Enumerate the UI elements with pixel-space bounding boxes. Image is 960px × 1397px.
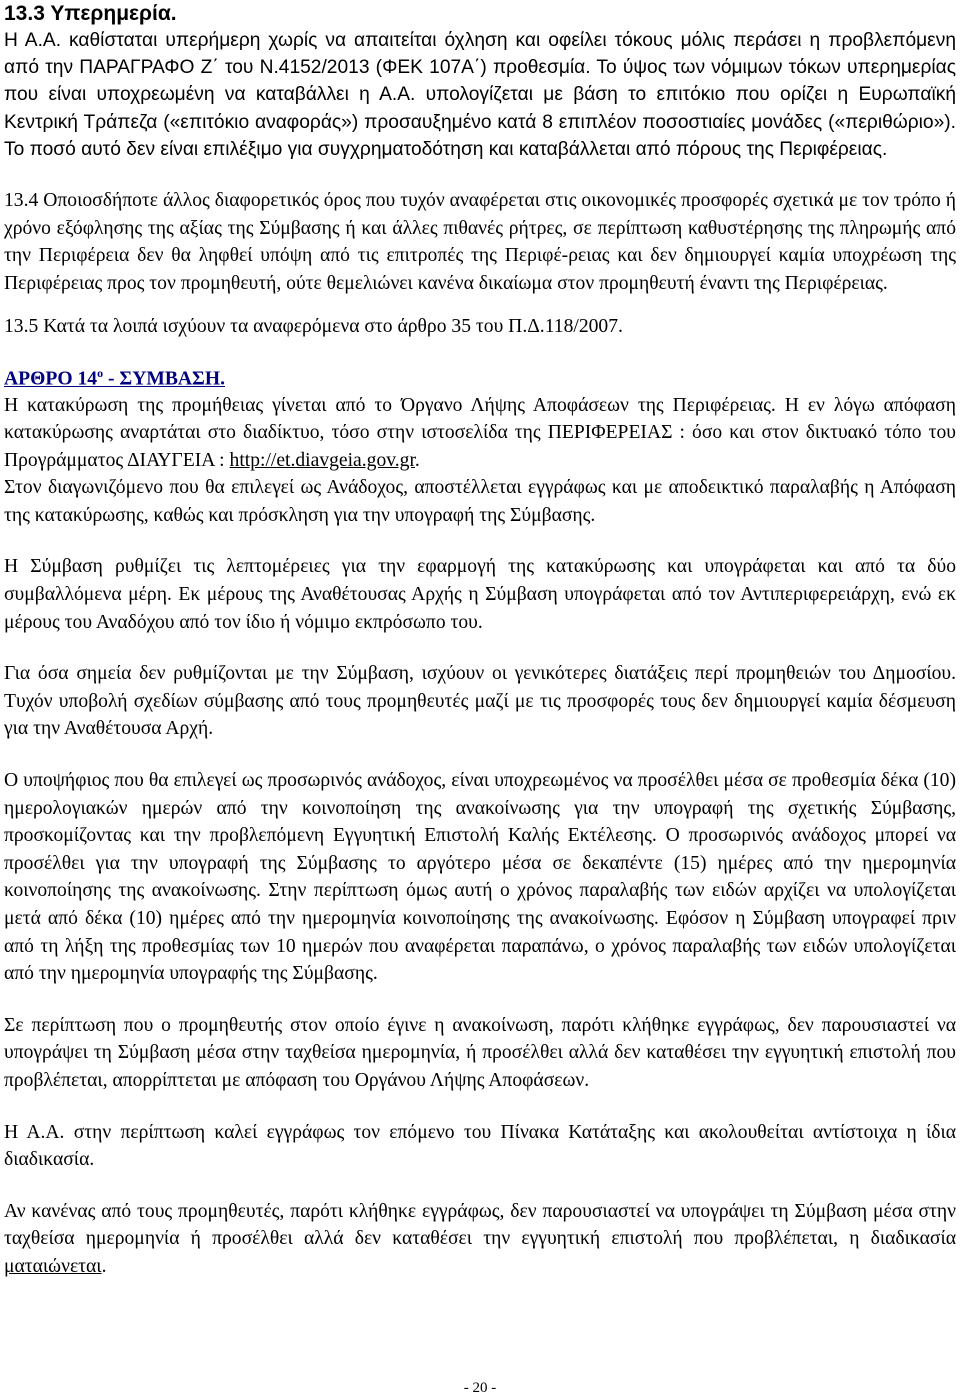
paragraph-13-3: Η Α.Α. καθίσταται υπερήμερη χωρίς να απαιτείται όχληση και οφείλει τόκους μόλις περάσει η προβλεπόμενη από την ΠΑΡΑΓΡΑΦΟ Ζ΄ του Ν.4152/2013 (ΦΕΚ 107Α΄) προθεσμία. Το ύψος των νόμιμων τόκων υπερημερίας που είναι υποχρεωμένη να καταβάλλει η Α.Α. υπολογίζεται με βάση το επιτόκιο που ορίζει η Ευρωπαϊκή Κεντρική Τράπεζα («επιτόκιο αναφοράς») προσαυξημένο κατά 8 επιπλέον ποσοστιαίες μονάδες («περιθώριο»). Το ποσό αυτό δεν είναι επιλέξιμο για συγχρηματοδότηση και καταβάλλεται από πόρους της Περιφέρειας.: [4, 30, 956, 160]
article-14-paragraph-1-end: .: [414, 449, 420, 471]
cancelled-underlined-word: ματαιώνεται: [4, 1255, 102, 1277]
section-number-13-5: 13.5: [4, 316, 39, 338]
section-number-13-4: 13.4: [4, 190, 39, 212]
article-14-paragraph-3: Για όσα σημεία δεν ρυθμίζονται με την Σύμβαση, ισχύουν οι γενικότερες διατάξεις περί προμηθειών του Δημοσίου. Τυχόν υποβολή σχεδίων σύμβασης από τους προμηθευτές μαζί με τις προσφορές τους δεν δημιουργεί καμία δέσμευση για την Αναθέτουσα Αρχή.: [4, 663, 956, 740]
article-14-title: [4, 361, 956, 392]
paragraph-13-5-text: Κατά τα λοιπά ισχύουν τα αναφερόμενα στο άρθρο 35 του Π.Δ.118/2007.: [38, 316, 623, 338]
article-14-paragraph-1b: Στον διαγωνιζόμενο που θα επιλεγεί ως Ανάδοχος, αποστέλλεται εγγράφως και με αποδεικτικό παραλαβής η Απόφαση της κατακύρωσης, καθώς και πρόσκληση για την υπογραφή της Σύμβασης.: [4, 477, 956, 526]
article-14-paragraph-1: [4, 392, 956, 475]
article-14-paragraph-7: [4, 1198, 956, 1281]
article-14-paragraph-4: Ο υποψήφιος που θα επιλεγεί ως προσωρινός ανάδοχος, είναι υποχρεωμένος να προσέλθει μέσα σε προθεσμία δέκα (10) ημερολογιακών ημερών από την κοινοποίηση της ανακοίνωσης για την υπογραφή της σχετικής Σύμβασης, προσκομίζοντας και την προβλεπόμενη Εγγυητική Επιστολή Καλής Εκτέλεσης. Ο προσωρινός ανάδοχος μπορεί να προσέλθει για την υπογραφή της Σύμβασης το αργότερο μέσα σε δεκαπέντε (15) ημέρες από την ημερομηνία κοινοποίησης της ανακοίνωσης. Στην περίπτωση όμως αυτή ο χρόνος παραλαβής των ειδών αρχίζει να υπολογίζεται μετά από δέκα (10) ημέρες από την ημερομηνία κοινοποίησης της ανακοίνωσης. Εφόσον η Σύμβαση υπογραφεί πριν από τη λήξη της προθεσμίας των 10 ημερών που αναφέρεται παραπάνω, ο χρόνος παραλαβής των ειδών υπολογίζεται από την ημερομηνία υπογραφής της Σύμβασης.: [4, 770, 956, 985]
article-14-title-sup: ο: [97, 365, 104, 380]
article-14-paragraph-6: Η Α.Α. στην περίπτωση καλεί εγγράφως τον επόμενο του Πίνακα Κατάταξης και ακολουθείται αντίστοιχα η ίδια διαδικασία.: [4, 1121, 956, 1171]
section-heading-13-3: 13.3 Υπερημερία.: [4, 2, 177, 25]
article-14-paragraph-7-end: .: [101, 1255, 107, 1277]
article-14-title-prefix: ΑΡΘΡΟ 14: [4, 368, 98, 390]
paragraph-13-5: [4, 313, 956, 341]
article-14-title-suffix: - ΣΥΜΒΑΣΗ.: [103, 368, 226, 390]
page-number: - 20 -: [463, 1380, 497, 1396]
paragraph-13-4-text: Οποιοσδήποτε άλλος διαφορετικός όρος που τυχόν αναφέρεται στις οικονομικές προσφορές σχετικά με τον τρόπο ή χρόνο εξόφλησης της αξίας της Σύμβασης ή και άλλες πιθανές ρήτρες, σε περίπτωση καθυστέρησης της πληρωμής από την Περιφέρεια δεν θα ληφθεί υπόψη από τις επιτροπές της Περιφέ-ρειας και δεν δημιουργεί καμία υποχρέωση της Περιφέρειας προς τον προμηθευτή, ούτε θεμελιώνει κανένα δικαίωμα στον προμηθευτή έναντι της Περιφέρειας.: [4, 190, 956, 294]
article-14-paragraph-7-text: Αν κανένας από τους προμηθευτές, παρότι κλήθηκε εγγράφως, δεν παρουσιαστεί να υπογράψει τη Σύμβαση μέσα στην ταχθείσα ημερομηνία ή προσέλθει αλλά δεν καταθέσει την εγγυητική επιστολή που προβλέπεται, η διαδικασία: [4, 1200, 956, 1250]
article-14-paragraph-1-text: Η κατακύρωση της προμήθειας γίνεται από το Όργανο Λήψης Αποφάσεων της Περιφέρειας. Η εν λόγω απόφαση κατακύρωσης αναρτάται στο διαδίκτυο, τόσο στην ιστοσελίδα της ΠΕΡΙΦΕΡΕΙΑΣ : όσο και στον δικτυακό τόπο του Προγράμματος ΔΙΑΥΓΕΙΑ :: [4, 394, 956, 471]
diavgeia-link[interactable]: http://et.diavgeia.gov.gr: [229, 449, 415, 471]
article-14-paragraph-5: Σε περίπτωση που ο προμηθευτής στον οποίο έγινε η ανακοίνωση, παρότι κλήθηκε εγγράφως, δεν παρουσιαστεί να υπογράψει τη Σύμβαση μέσα στην ταχθείσα ημερομηνία, ή προσέλθει αλλά δεν καταθέσει την εγγυητική επιστολή που προβλέπεται, απορρίπτεται με απόφαση του Οργάνου Λήψης Αποφάσεων.: [4, 1014, 956, 1091]
article-14-paragraph-2: Η Σύμβαση ρυθμίζει τις λεπτομέρειες για την εφαρμογή της κατακύρωσης και υπογράφεται και από τα δύο συμβαλλόμενα μέρη. Εκ μέρους της Αναθέτουσας Αρχής η Σύμβαση υπογράφεται από τον Αντιπεριφερειάρχη, ενώ εκ μέρους του Αναδόχου από τον ίδιο ή νόμιμο εκπρόσωπο του.: [4, 556, 956, 633]
paragraph-13-4: [4, 187, 956, 297]
